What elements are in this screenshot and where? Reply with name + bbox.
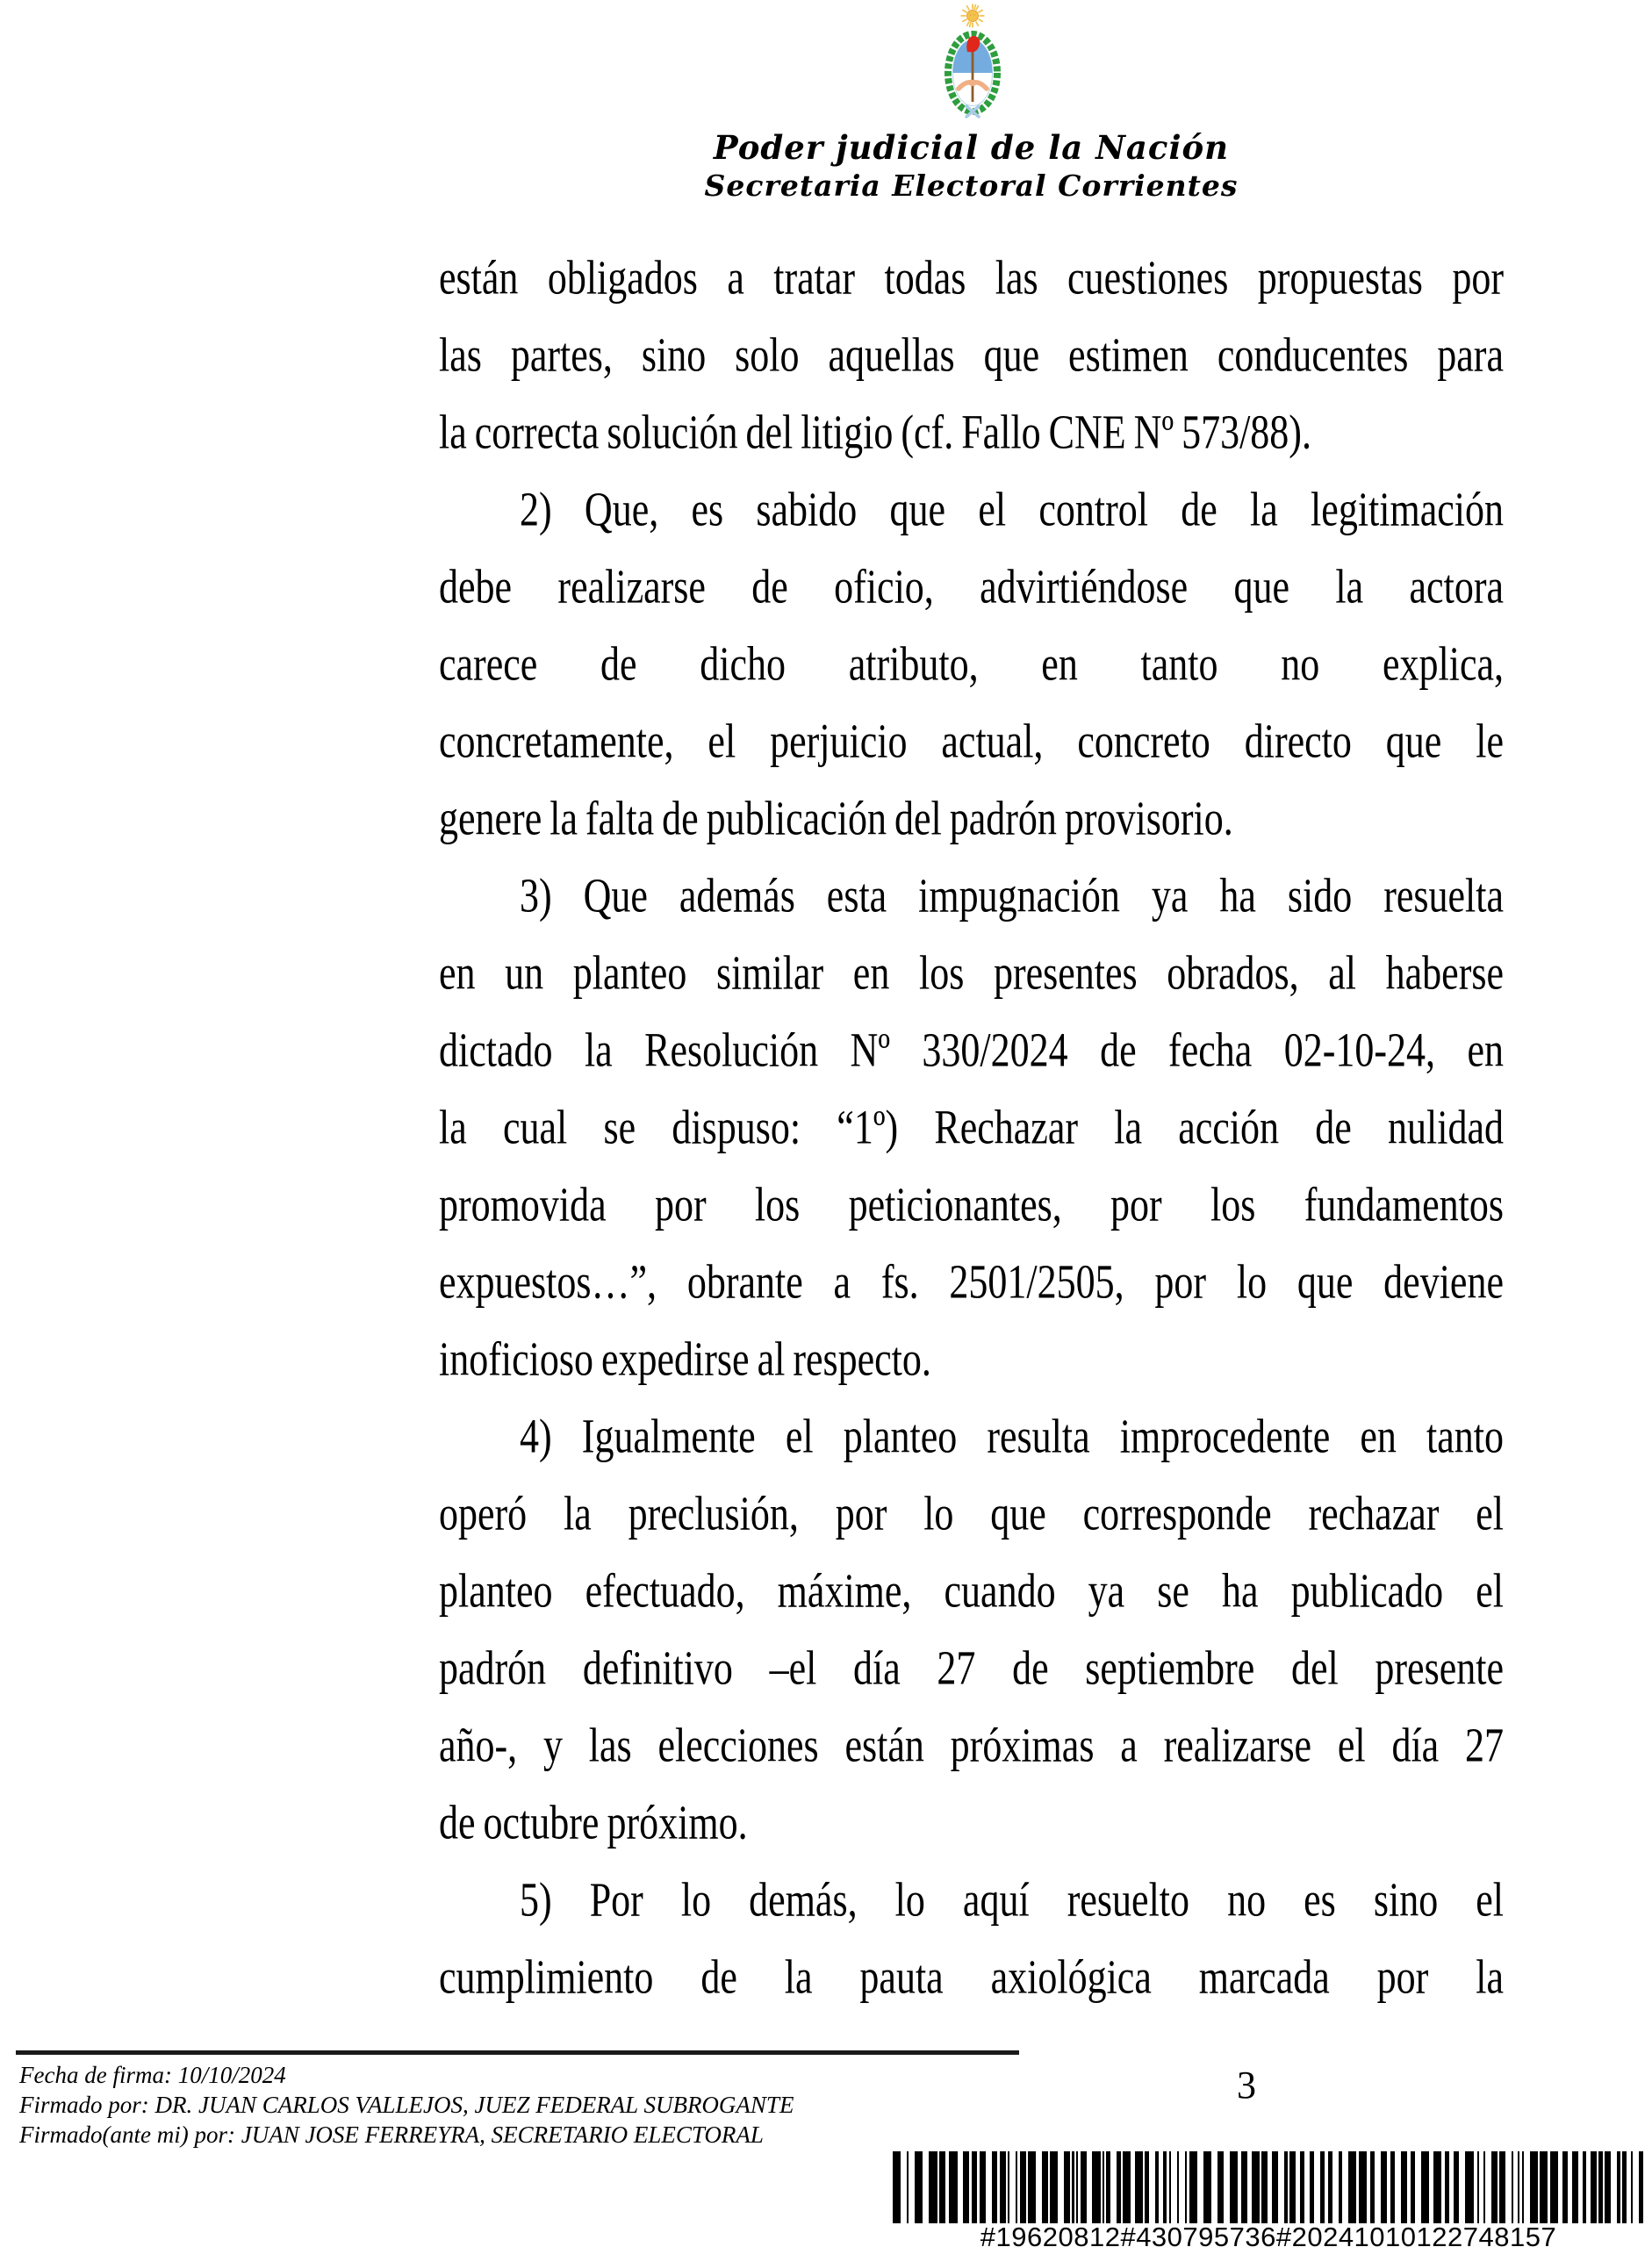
body-line: operó la preclusión, por lo que corresponde rechazar el (439, 1486, 1504, 1540)
office-subtitle: Secretaria Electoral Corrientes (704, 169, 1239, 203)
body-line: promovida por los peticionantes, por los fundamentos (439, 1177, 1504, 1231)
body-line: cumplimiento de la pauta axiológica marcada por la (439, 1949, 1504, 2004)
body-line: la cual se dispuso: “1º) Rechazar la acción de nulidad (439, 1100, 1504, 1154)
footer-divider (16, 2050, 1019, 2055)
body-line: 3) Que además esta impugnación ya ha sido resuelta (520, 868, 1504, 922)
body-line: carece de dicho atributo, en tanto no explica, (439, 636, 1504, 691)
argentine-coat-of-arms-icon (932, 4, 1013, 123)
body-line: están obligados a tratar todas las cuestiones propuestas por (439, 250, 1504, 305)
body-line: 2) Que, es sabido que el control de la legitimación (520, 482, 1504, 536)
body-line: de octubre próximo. (439, 1795, 748, 1849)
body-line: genere la falta de publicación del padrón provisorio. (439, 791, 1233, 845)
body-line: año-, y las elecciones están próximas a realizarse el día 27 (439, 1718, 1504, 1772)
signature-block (19, 2060, 1073, 2150)
barcode (893, 2151, 1644, 2223)
body-line: 5) Por lo demás, lo aquí resuelto no es sino el (520, 1872, 1504, 1927)
page-number: 3 (1237, 2064, 1256, 2107)
institution-title: Poder judicial de la Nación (713, 128, 1230, 167)
signature-date: Fecha de firma: 10/10/2024 (19, 2062, 286, 2088)
body-line: las partes, sino solo aquellas que estimen conducentes para (439, 327, 1504, 382)
barcode-label: #19620812#430795736#20241010122748157 (980, 2222, 1557, 2247)
body-line: padrón definitivo –el día 27 de septiembre del presente (439, 1640, 1504, 1695)
body-line: la correcta solución del litigio (cf. Fallo CNE Nº 573/88). (439, 405, 1311, 459)
body-line: planteo efectuado, máxime, cuando ya se ha publicado el (439, 1563, 1504, 1618)
body-line: 4) Igualmente el planteo resulta improcedente en tanto (520, 1409, 1504, 1463)
body-line: en un planteo similar en los presentes obrados, al haberse (439, 945, 1504, 1000)
body-line: concretamente, el perjuicio actual, concreto directo que le (439, 714, 1504, 768)
signed-by: Firmado por: DR. JUAN CARLOS VALLEJOS, JUEZ FEDERAL SUBROGANTE (19, 2092, 794, 2118)
body-line: inoficioso expedirse al respecto. (439, 1332, 931, 1386)
body-line: dictado la Resolución Nº 330/2024 de fecha 02-10-24, en (439, 1023, 1504, 1077)
body-line: debe realizarse de oficio, advirtiéndose que la actora (439, 559, 1504, 614)
document-body (439, 240, 1504, 2016)
signed-before-me: Firmado(ante mi) por: JUAN JOSE FERREYRA, SECRETARIO ELECTORAL (19, 2121, 764, 2148)
body-line: expuestos…”, obrante a fs. 2501/2505, por lo que deviene (439, 1254, 1504, 1309)
